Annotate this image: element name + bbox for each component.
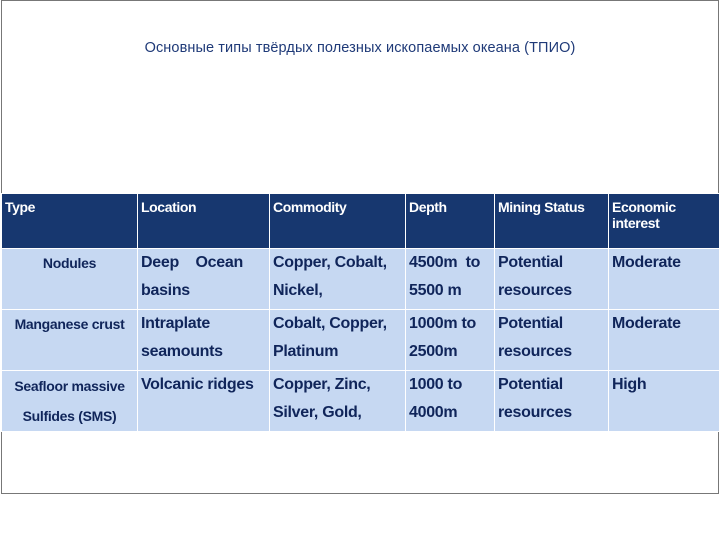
table-header-row — [2, 194, 720, 249]
cell-depth — [406, 310, 495, 371]
table-row — [2, 249, 720, 310]
header-economic-interest: Economic interest — [609, 194, 720, 249]
cell-line: Volcanic ridges — [141, 376, 254, 393]
cell-line: Moderate — [612, 254, 681, 271]
cell-type — [2, 310, 138, 371]
cell-depth — [406, 249, 495, 310]
table-row — [2, 371, 720, 432]
table-row — [2, 310, 720, 371]
cell-line: resources — [498, 282, 572, 299]
cell-line: seamounts — [141, 343, 223, 360]
cell-mining-status — [495, 371, 609, 432]
minerals-table — [1, 193, 720, 432]
cell-line: 1000 to — [409, 376, 463, 393]
cell-line: Cobalt, Copper, — [273, 315, 387, 332]
cell-mining-status — [495, 249, 609, 310]
header-depth: Depth — [406, 194, 495, 249]
cell-line: Nodules — [42, 255, 97, 271]
cell-type — [2, 371, 138, 432]
cell-location — [138, 310, 270, 371]
cell-line: 4000m — [409, 404, 458, 421]
cell-line: Potential — [498, 376, 563, 393]
cell-commodity — [270, 371, 406, 432]
cell-line: Manganese crust — [14, 316, 125, 332]
cell-line: resources — [498, 343, 572, 360]
cell-line: Potential — [498, 315, 563, 332]
cell-line: 2500m — [409, 343, 458, 360]
cell-commodity — [270, 249, 406, 310]
cell-line: Copper, Cobalt, — [273, 254, 387, 271]
cell-line: Platinum — [273, 343, 339, 360]
cell-depth — [406, 371, 495, 432]
cell-location — [138, 371, 270, 432]
cell-mining-status — [495, 310, 609, 371]
cell-economic-interest — [609, 371, 720, 432]
slide-title: Основные типы твёрдых полезных ископаемых океана (ТПИО) — [144, 40, 576, 56]
cell-line: 5500 m — [409, 282, 462, 299]
cell-line: Deep Ocean — [141, 254, 243, 271]
cell-line: Moderate — [612, 315, 681, 332]
cell-type — [2, 249, 138, 310]
cell-line: Silver, Gold, — [273, 404, 362, 421]
header-commodity: Commodity — [270, 194, 406, 249]
cell-line: Copper, Zinc, — [273, 376, 371, 393]
cell-line: Sulfides (SMS) — [22, 408, 117, 424]
cell-line: Intraplate — [141, 315, 211, 332]
cell-line: Nickel, — [273, 282, 323, 299]
cell-line: Potential — [498, 254, 563, 271]
cell-line: 1000m to — [409, 315, 476, 332]
cell-line: resources — [498, 404, 572, 421]
cell-line: 4500m to — [409, 254, 481, 271]
header-mining-status: Mining Status — [495, 194, 609, 249]
cell-line: High — [612, 376, 647, 393]
header-location: Location — [138, 194, 270, 249]
cell-commodity — [270, 310, 406, 371]
cell-economic-interest — [609, 310, 720, 371]
header-type: Type — [2, 194, 138, 249]
cell-line: Seafloor massive — [14, 378, 125, 394]
cell-economic-interest — [609, 249, 720, 310]
cell-location — [138, 249, 270, 310]
cell-line: basins — [141, 282, 190, 299]
